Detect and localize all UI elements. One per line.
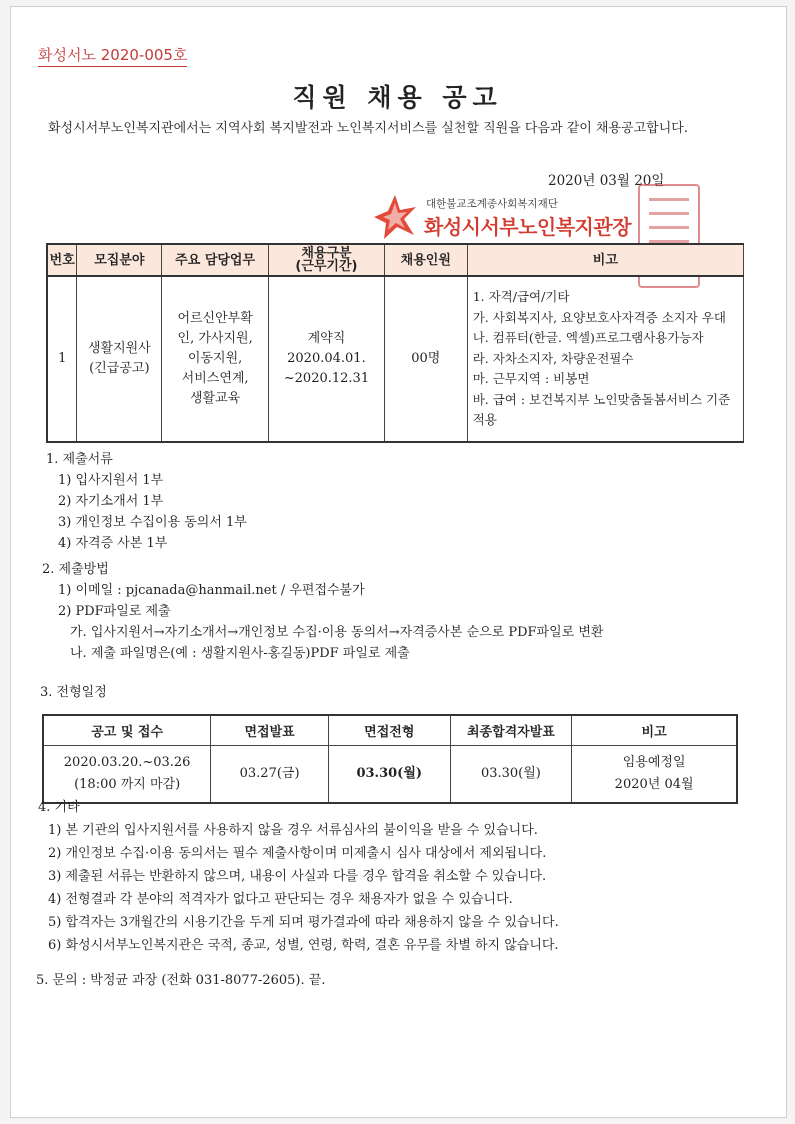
schedule-header-row — [43, 715, 737, 746]
list-item: 1) 입사지원서 1부 — [58, 473, 164, 488]
table-row — [43, 746, 737, 804]
document-number: 화성서노 2020-005호 — [38, 44, 187, 67]
list-item: 1) 이메일 : pjcanada@hanmail.net / 우편접수불가 — [58, 583, 365, 598]
row-employment-type: 계약직 2020.04.01. ~2020.12.31 — [268, 276, 384, 442]
list-item: 5) 합격자는 3개월간의 시용기간을 두게 되며 평가결과에 따라 채용하지 않을 수 있습니다. — [48, 915, 559, 930]
list-item: 3) 제출된 서류는 반환하지 않으며, 내용이 사실과 다를 경우 합격을 취소할 수 있습니다. — [48, 869, 547, 884]
row-field: 생활지원사 (긴급공고) — [77, 276, 162, 442]
header-employment-type: 채용구분 (근무기간) — [268, 244, 384, 276]
section-heading: 4. 기타 — [38, 800, 80, 815]
section-contact — [36, 970, 325, 991]
row-number: 1 — [47, 276, 77, 442]
organization-name: 화성시서부노인복지관장 — [424, 215, 632, 239]
list-item: 1) 본 기관의 입사지원서를 사용하지 않을 경우 서류심사의 불이익을 받을 수 있습니다. — [48, 823, 538, 838]
section-misc — [38, 796, 559, 957]
list-item: 가. 입사지원서→자기소개서→개인정보 수집·이용 동의서→자격증사본 순으로 PDF파일로 변환 — [70, 625, 604, 640]
section-schedule-heading — [40, 682, 107, 703]
row-duties: 어르신안부확 인, 가사지원, 이동지원, 서비스연계, 생활교육 — [162, 276, 269, 442]
organization-logo-icon — [372, 193, 418, 241]
cell-final-result: 03.30(월) — [450, 746, 572, 804]
intro-paragraph: 화성시서부노인복지관에서는 지역사회 복지발전과 노인복지서비스를 실천할 직원을 다음과 같이 채용공고합니다. — [48, 121, 688, 136]
section-documents — [46, 449, 247, 554]
header-interview-notice: 면접발표 — [211, 715, 329, 746]
row-headcount: 00명 — [384, 276, 467, 442]
header-note: 비고 — [467, 244, 743, 276]
contact-line: 5. 문의 : 박정균 과장 (전화 031-8077-2605). 끝. — [36, 973, 326, 988]
list-item: 4) 자격증 사본 1부 — [58, 536, 168, 551]
header-final-result: 최종합격자발표 — [450, 715, 572, 746]
cell-interview-notice: 03.27(금) — [211, 746, 329, 804]
header-note: 비고 — [572, 715, 737, 746]
cell-announcement: 2020.03.20.~03.26 (18:00 까지 마감) — [43, 746, 211, 804]
page-title: 직원 채용 공고 — [292, 83, 503, 112]
section-heading: 1. 제출서류 — [46, 452, 113, 467]
notice-date: 2020년 03월 20일 — [548, 173, 665, 189]
header-announcement: 공고 및 접수 — [43, 715, 211, 746]
list-item: 2) 자기소개서 1부 — [58, 494, 164, 509]
list-item: 나. 제출 파일명은(예 : 생활지원사-홍길동)PDF 파일로 제출 — [70, 646, 410, 661]
job-table — [46, 243, 744, 443]
list-item: 2) 개인정보 수집·이용 동의서는 필수 제출사항이며 미제출시 심사 대상에서 제외됩니다. — [48, 846, 547, 861]
section-heading: 2. 제출방법 — [42, 562, 109, 577]
list-item: 3) 개인정보 수집이용 동의서 1부 — [58, 515, 247, 530]
list-item: 2) PDF파일로 제출 — [58, 604, 171, 619]
header-duties: 주요 담당업무 — [162, 244, 269, 276]
table-row — [47, 276, 744, 442]
header-number: 번호 — [47, 244, 77, 276]
job-table-header-row — [47, 244, 744, 276]
schedule-table — [42, 714, 738, 804]
header-field: 모집분야 — [77, 244, 162, 276]
row-note: 1. 자격/급여/기타 가. 사회복지사, 요양보호사자격증 소지자 우대 나. 컴퓨터(한글. 엑셀)프로그램사용가능자 라. 자차소지자, 차량운전필수 마. 근무지역 : 비봉면 바. 급여 : 보건복지부 노인맞춤돌봄서비스 기준적용 — [467, 276, 743, 442]
header-headcount: 채용인원 — [384, 244, 467, 276]
section-heading: 3. 전형일정 — [40, 685, 107, 700]
section-submission — [42, 559, 603, 664]
cell-interview: 03.30(월) — [328, 746, 450, 804]
header-interview: 면접전형 — [328, 715, 450, 746]
cell-note: 임용예정일 2020년 04월 — [572, 746, 737, 804]
list-item: 6) 화성시서부노인복지관은 국적, 종교, 성별, 연령, 학력, 결혼 유무를 차별 하지 않습니다. — [48, 938, 559, 953]
list-item: 4) 전형결과 각 분야의 적격자가 없다고 판단되는 경우 채용자가 없을 수 있습니다. — [48, 892, 513, 907]
parent-foundation-name: 대한불교조계종사회복지재단 — [426, 198, 558, 210]
